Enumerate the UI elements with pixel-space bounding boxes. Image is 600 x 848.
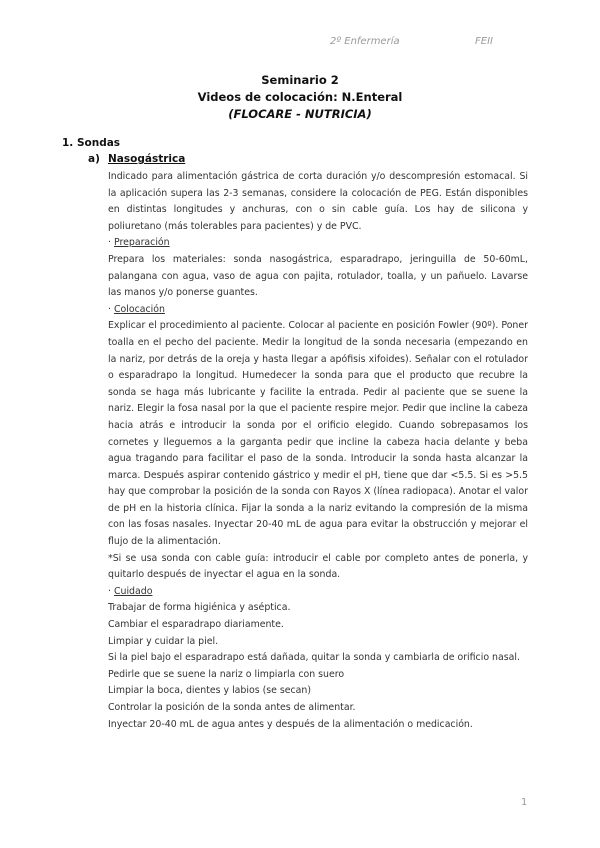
title-line-2: Videos de colocación: N.Enteral — [197, 90, 403, 104]
header-course: 2º Enfermería — [330, 36, 400, 47]
cuidado-item: Limpiar la boca, dientes y labios (se secan) — [108, 685, 312, 697]
subsection-heading — [88, 153, 185, 165]
cuidado-item: Limpiar y cuidar la piel. — [108, 635, 219, 647]
cuidado-heading — [108, 584, 528, 601]
title-line-3: (FLOCARE - NUTRICIA) — [228, 107, 372, 121]
cuidado-item: Controlar la posición de la sonda antes de alimentar. — [108, 702, 356, 713]
cuidado-item: Inyectar 20-40 mL de agua antes y después de la alimentación o medicación. — [108, 718, 473, 730]
colocacion-heading-label: Colocación — [113, 303, 165, 315]
cuidado-bullet: · — [108, 585, 114, 597]
cuidado-item: Cambiar el esparadrapo diariamente. — [108, 619, 284, 631]
subsection-label: Nasogástrica — [108, 153, 186, 165]
cuidado-heading-label: Cuidado — [113, 585, 153, 597]
subsection-number: a) — [88, 153, 100, 165]
cuidado-item: Pedirle que se suene la nariz o limpiarla con suero — [108, 668, 345, 680]
preparacion-bullet: · — [108, 237, 114, 249]
intro-paragraph: Indicado para alimentación gástrica de corta duración y/o descompresión estomacal. Si la aplicación supera las 2-3 semanas, considere la colocación de PEG. Están disponibles en distintas longitudes y anchuras, con o sin cable guía. Los hay de silicona y poliuretano (más tolerables para pacientes) y de PVC. — [108, 171, 528, 232]
section-heading: 1. Sondas — [62, 137, 121, 149]
cuidado-item: Si la piel bajo el esparadrapo está dañada, quitar la sonda y cambiarla de orificio nasal. — [108, 652, 520, 664]
colocacion-note: *Si se usa sonda con cable guía: introducir el cable por completo antes de ponerla, y quitarlo después de inyectar el agua en la sonda. — [108, 552, 528, 581]
cuidado-list — [108, 600, 528, 733]
preparacion-heading — [108, 235, 528, 252]
document-title — [0, 72, 600, 123]
preparacion-heading-label: Preparación — [113, 237, 170, 249]
colocacion-heading — [108, 302, 528, 319]
colocacion-paragraph: Explicar el procedimiento al paciente. Colocar al paciente en posición Fowler (90º). Poner toalla en el pecho del paciente. Medir la longitud de la sonda necesaria (empezando en la nariz, por detrás de la oreja y hasta llegar a apófisis xifoides). Señalar con el rotulador o esparadrapo la longitud. Humedecer la sonda para que el producto que recubre la sonda se haga más lubricante y facilite la entrada. Pedir al paciente que se suene la nariz. Elegir la fosa nasal por la que el paciente respire mejor. Pedir que incline la cabeza hacia atrás e introducir la sonda por el orificio elegido. Cuando sobrepasamos los cornetes y lleguemos a la garganta pedir que incline la cabeza hacia delante y beba agua tragando para facilitar el paso de la sonda. Introducir la sonda hasta alcanzar la marca. Después aspirar contenido gástrico y medir el pH, tiene que dar <5.5. Si es >5.5 hay que comprobar la posición de la sonda con Rayos X (línea radiopaca). Anotar el valor de pH en la historia clínica. Fijar la sonda a la nariz evitando la compresión de la misma con las fosas nasales. Inyectar 20-40 mL de agua para evitar la obstrucción y mejorar el flujo de la alimentación. — [108, 320, 528, 548]
page-number: 1 — [521, 797, 528, 808]
title-line-1: Seminario 2 — [261, 73, 339, 87]
header-school: FEII — [475, 36, 493, 47]
cuidado-item: Trabajar de forma higiénica y aséptica. — [108, 602, 291, 614]
document-body — [108, 169, 528, 733]
colocacion-bullet: · — [108, 303, 114, 315]
preparacion-paragraph: Prepara los materiales: sonda nasogástrica, esparadrapo, jeringuilla de 50-60mL, palangana con agua, vaso de agua con pajita, rotulador, toalla, y un pañuelo. Lavarse las manos y/o ponerse guantes. — [108, 253, 528, 299]
page-header — [0, 36, 600, 52]
